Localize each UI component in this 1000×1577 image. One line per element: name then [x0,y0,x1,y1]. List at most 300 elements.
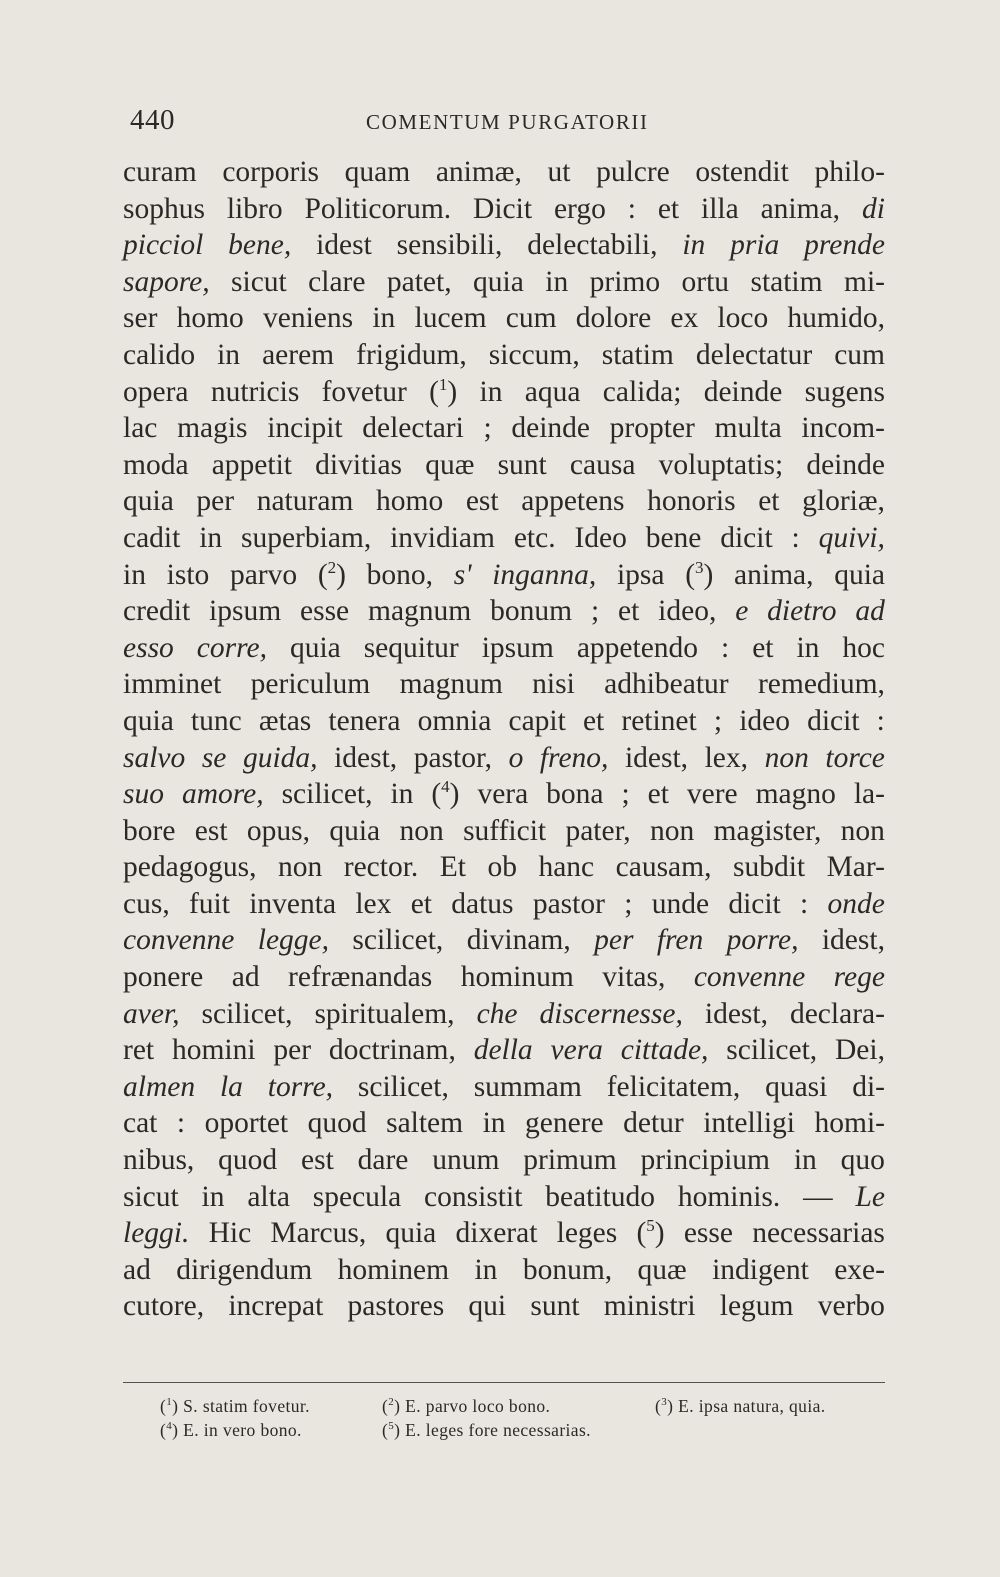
word-group [429,374,457,411]
word: in [217,338,241,371]
word: nibus, [123,1144,195,1177]
word: ob [487,851,517,884]
italic-word: fren [656,924,704,957]
word: et [582,704,605,737]
word: magnum [399,668,503,701]
word: non [278,851,323,884]
word: quia [385,1217,437,1250]
word: idest [316,229,372,262]
italic-word: freno, [539,741,609,774]
word: esse [300,595,350,628]
word: voluptatis; [658,448,784,481]
word: homini [171,1034,256,1067]
word: in [390,778,414,811]
italic-word: e [735,595,749,628]
word: vere [686,778,738,811]
word: vera [477,778,529,811]
word: adhibeatur [604,668,729,701]
word: genere [525,1107,604,1140]
italic-word: s' [453,558,472,591]
word: et [758,485,780,518]
word: aqua [524,375,581,408]
word: ergo [553,192,606,225]
word: ipsa [616,558,665,591]
text-line [123,1069,885,1106]
word: non [649,814,695,847]
word: quod [218,1144,278,1177]
italic-word: dietro [767,595,837,628]
word: magno [755,778,836,811]
word: et [647,778,669,811]
word: ipsum [209,595,282,628]
word: ortu [681,265,730,298]
word: idest, [334,741,398,774]
word: subdit [732,851,806,884]
word: in [199,521,223,554]
word: ) [654,1217,665,1250]
italic-word: della [473,1034,533,1067]
italic-word: leggi. [123,1217,190,1250]
text-line [123,1288,885,1325]
word: increpat [228,1290,324,1323]
word: causam, [615,851,712,884]
word: et [752,631,774,664]
word: ad [231,961,260,994]
word: rector. [343,851,419,884]
word: in [123,558,146,591]
word: appetit [211,448,292,481]
italic-word: cittade, [620,1034,709,1067]
footnote-1: ($^1$) S. statim fovetur. [160,1395,310,1416]
footnote-4: ($^4$) E. in vero bono. [160,1419,302,1440]
word: dicit [728,887,781,920]
word: sunt [497,448,547,481]
italic-word: onde [827,887,885,920]
text-line [123,191,885,228]
word: et [657,192,680,225]
word: ) [449,778,460,811]
word: fovetur [321,375,407,408]
italic-word: porre, [726,924,799,957]
word: : [721,631,730,664]
word: propter [609,412,695,445]
word: in [201,1180,225,1213]
word: intelligi [703,1107,796,1140]
word: quo [840,1144,885,1177]
word: delectari [362,412,464,445]
word: doctrinam, [328,1034,456,1067]
italic-word: convenne [123,924,235,957]
word: ex [670,302,699,335]
word: Marcus, [270,1217,367,1250]
word: ; [621,778,630,811]
word: nisi [532,668,575,701]
italic-word: per [594,924,634,957]
word: pastor [532,887,605,920]
word: hanc [538,851,595,884]
word: ; [483,412,492,445]
italic-word: inganna, [492,558,597,591]
footnote-row [160,1414,880,1438]
word: per [196,485,235,518]
word: hominis. [677,1180,781,1213]
word: unde [651,887,710,920]
word: cum [505,302,557,335]
word: siccum, [488,338,580,371]
word: sugens [804,375,885,408]
word: in [545,265,569,298]
word: scilicet, [726,1034,818,1067]
footnote-row [160,1390,880,1414]
running-head: COMENTUM PURGATORII [366,110,649,134]
word: isto [166,558,210,591]
text-line [123,1179,885,1216]
footnote-text: S. statim fovetur. [183,1395,310,1416]
word: : [176,1107,186,1140]
word: divitias [315,448,403,481]
footnote-text: E. leges fore necessarias. [405,1419,591,1440]
word: in [372,302,396,335]
word: bonum [490,595,573,628]
word: hoc [842,631,885,664]
word: ideo, [658,595,717,628]
word: calida; [602,375,682,408]
italic-word: guida, [242,741,318,774]
italic-word: discernesse, [539,997,683,1030]
word: consistit [424,1180,523,1213]
word: dirigendum [176,1253,313,1286]
word: capit [508,704,566,737]
word: periculum [250,668,371,701]
word: per [273,1034,312,1067]
word: remedium, [757,668,885,701]
word: etc. [513,521,556,554]
word: : [876,704,885,737]
word: leges [556,1217,618,1250]
word: cus, [123,887,170,920]
word: — [803,1180,833,1213]
word: lac [123,412,158,445]
word: ideo [739,704,790,737]
word: philo- [814,156,885,188]
italic-word: rege [833,961,885,994]
word: sophus [123,192,205,225]
word: in [796,631,820,664]
italic-word: esso [123,631,174,664]
word-group [685,557,713,594]
word: ( [317,558,328,591]
word: ret [123,1034,155,1067]
word: beatitudo [545,1180,655,1213]
footnote-3: ($^3$) E. ipsa natura, quia. [655,1395,826,1416]
word: illa [701,192,739,225]
word: bono, [366,558,434,591]
word: lucem [414,302,487,335]
text-line [123,520,885,557]
word: specula [312,1180,402,1213]
footnote-2: ($^2$) E. parvo loco bono. [382,1395,551,1416]
word: et [618,595,640,628]
word: magister, [713,814,822,847]
word: libro [226,192,283,225]
word: retinet [621,704,697,737]
word: refrænandas [288,961,433,994]
word: oportet [204,1107,289,1140]
word: multa [714,412,782,445]
word: lex [355,887,392,920]
word: corporis [222,156,320,188]
word: ut [547,156,571,188]
word: declara- [789,997,885,1030]
word: sequitur [363,631,459,664]
word: ostendit [695,156,789,188]
text-line [123,922,885,959]
italic-word: torre, [267,1070,334,1103]
word-group [431,776,459,813]
word: necessarias [752,1217,885,1250]
word: incom- [801,412,885,445]
word: et [410,887,432,920]
word: delectatur [695,338,813,371]
italic-word: la [219,1070,243,1103]
italic-word: convenne [693,961,806,994]
word: nutricis [210,375,300,408]
word: deinde [511,412,590,445]
word: quia [123,485,174,518]
word: sunt [530,1290,580,1323]
text-line [123,666,885,703]
italic-word: torce [825,741,885,774]
word: est [194,814,228,847]
italic-word: Le [855,1180,885,1213]
word: dolore [575,302,652,335]
word: ( [431,778,442,811]
word: gloriæ, [802,485,885,518]
text-line [123,483,885,520]
word: ) [703,558,714,591]
word: datus [451,887,514,920]
word: scilicet, [281,778,373,811]
word: Et [439,851,466,884]
footnote-mark: 3 [661,1396,668,1408]
text-line [123,154,885,191]
word: primo [589,265,661,298]
word: quia [289,631,341,664]
word: dicit [807,704,860,737]
word: unum [432,1144,500,1177]
word: est [301,1144,334,1177]
footnote-ref: 3 [695,557,704,577]
word: non [399,814,444,847]
footnote-ref: 5 [646,1216,655,1236]
word: fuit [188,887,230,920]
word: sufficit [463,814,547,847]
word: in [482,1107,506,1140]
word: appetens [521,485,625,518]
text-line [123,1032,885,1069]
word: bene [645,521,702,554]
footnote-ref: 2 [327,557,337,577]
text-line [123,1252,885,1289]
word: indigent [712,1253,809,1286]
word: di- [852,1070,885,1103]
word: in [479,375,503,408]
word: Mar- [826,851,885,884]
word: quæ [637,1253,687,1286]
word: sensibili, [396,229,503,262]
word: calido [123,338,196,371]
word: scilicet, [352,924,444,957]
footnote-rule [123,1382,885,1383]
word: exe- [834,1253,885,1286]
word: Dicit [473,192,533,225]
word: inventa [249,887,337,920]
word: ministri [603,1290,696,1323]
word: dixerat [455,1217,538,1250]
word: ad [123,1253,151,1286]
word: bonum, [522,1253,613,1286]
word: statim [750,265,823,298]
word: in [474,1253,498,1286]
word: homi- [814,1107,885,1140]
text-line [123,813,885,850]
footnote-text: E. in vero bono. [183,1419,302,1440]
word: anima, [734,558,814,591]
word: Ideo [574,521,627,554]
word: la- [853,778,885,811]
word: idest, [624,741,689,774]
italic-word: sapore, [123,265,210,298]
text-line [123,740,885,777]
word: humido, [787,302,885,335]
word: bona [546,778,604,811]
word: ætas [258,704,312,737]
word: mi- [844,265,885,298]
word: esse [683,1217,733,1250]
word: alta [247,1180,290,1213]
italic-word: vera [550,1034,603,1067]
word: causa [569,448,636,481]
body-text [123,154,885,1325]
word: credit [123,595,191,628]
text-line [123,593,885,630]
word: quia [123,704,174,737]
page-header [130,104,882,144]
text-line [123,410,885,447]
footnote-mark: 4 [166,1420,173,1432]
word: lex, [704,741,749,774]
word: : [791,521,800,554]
word: pulcre [596,156,670,188]
word: parvo [229,558,298,591]
word: honoris [647,485,736,518]
text-line [123,959,885,996]
word: quod [307,1107,367,1140]
word: primum [523,1144,617,1177]
word: spiritualem, [314,997,455,1030]
word: detur [623,1107,684,1140]
word: Dei, [835,1034,885,1067]
word: appetendo [576,631,699,664]
word: opus, [246,814,310,847]
word: : [627,192,636,225]
italic-word: corre, [196,631,267,664]
word: statim [601,338,674,371]
word: sicut [123,1180,179,1213]
word: dicit [720,521,773,554]
footnote-mark: 2 [388,1396,395,1408]
text-line [123,1142,885,1179]
text-line [123,227,885,264]
word: legum [719,1290,794,1323]
text-line [123,776,885,813]
word: divinam, [466,924,571,957]
text-line [123,886,885,923]
word: summam [473,1070,582,1103]
italic-word: quivi, [818,521,885,554]
word: cat [123,1107,158,1140]
word: ; [624,887,633,920]
word-group [636,1215,664,1252]
word: ; [713,704,723,737]
word: : [800,887,809,920]
word: ipsum [481,631,554,664]
word: superbiam, [240,521,372,554]
word: sicut [231,265,287,298]
word: loco [717,302,769,335]
word: ser [123,302,158,335]
word: bore [123,814,176,847]
italic-word: se [201,741,227,774]
word: ( [685,558,696,591]
word: ) [336,558,346,591]
text-line [123,630,885,667]
italic-word: pria [730,229,780,262]
word: hominum [460,961,574,994]
word: saltem [386,1107,464,1140]
text-line [123,337,885,374]
word: est [465,485,499,518]
footnote-5: ($^5$) E. leges fore necessarias. [382,1419,591,1440]
word: opera [123,375,189,408]
text-line [123,300,885,337]
word: tenera [328,704,401,737]
word: quasi [765,1070,828,1103]
footnote-ref: 1 [438,374,448,394]
word: naturam [256,485,354,518]
italic-word: amore, [181,778,264,811]
word: curam [123,156,197,188]
word: pater, [565,814,631,847]
text-line [123,1215,885,1252]
text-line [123,1105,885,1142]
italic-word: aver, [123,997,180,1030]
italic-word: salvo [123,741,186,774]
word: tunc [190,704,242,737]
word: animæ, [435,156,522,188]
text-line [123,264,885,301]
word: ; [590,595,600,628]
word: ponere [123,961,204,994]
word: quæ [425,448,475,481]
text-line [123,703,885,740]
italic-word: almen [123,1070,196,1103]
italic-word: ad [855,595,885,628]
text-line [123,447,885,484]
word: quia [834,558,885,591]
footnotes [160,1390,880,1438]
word: cutore, [123,1290,205,1323]
